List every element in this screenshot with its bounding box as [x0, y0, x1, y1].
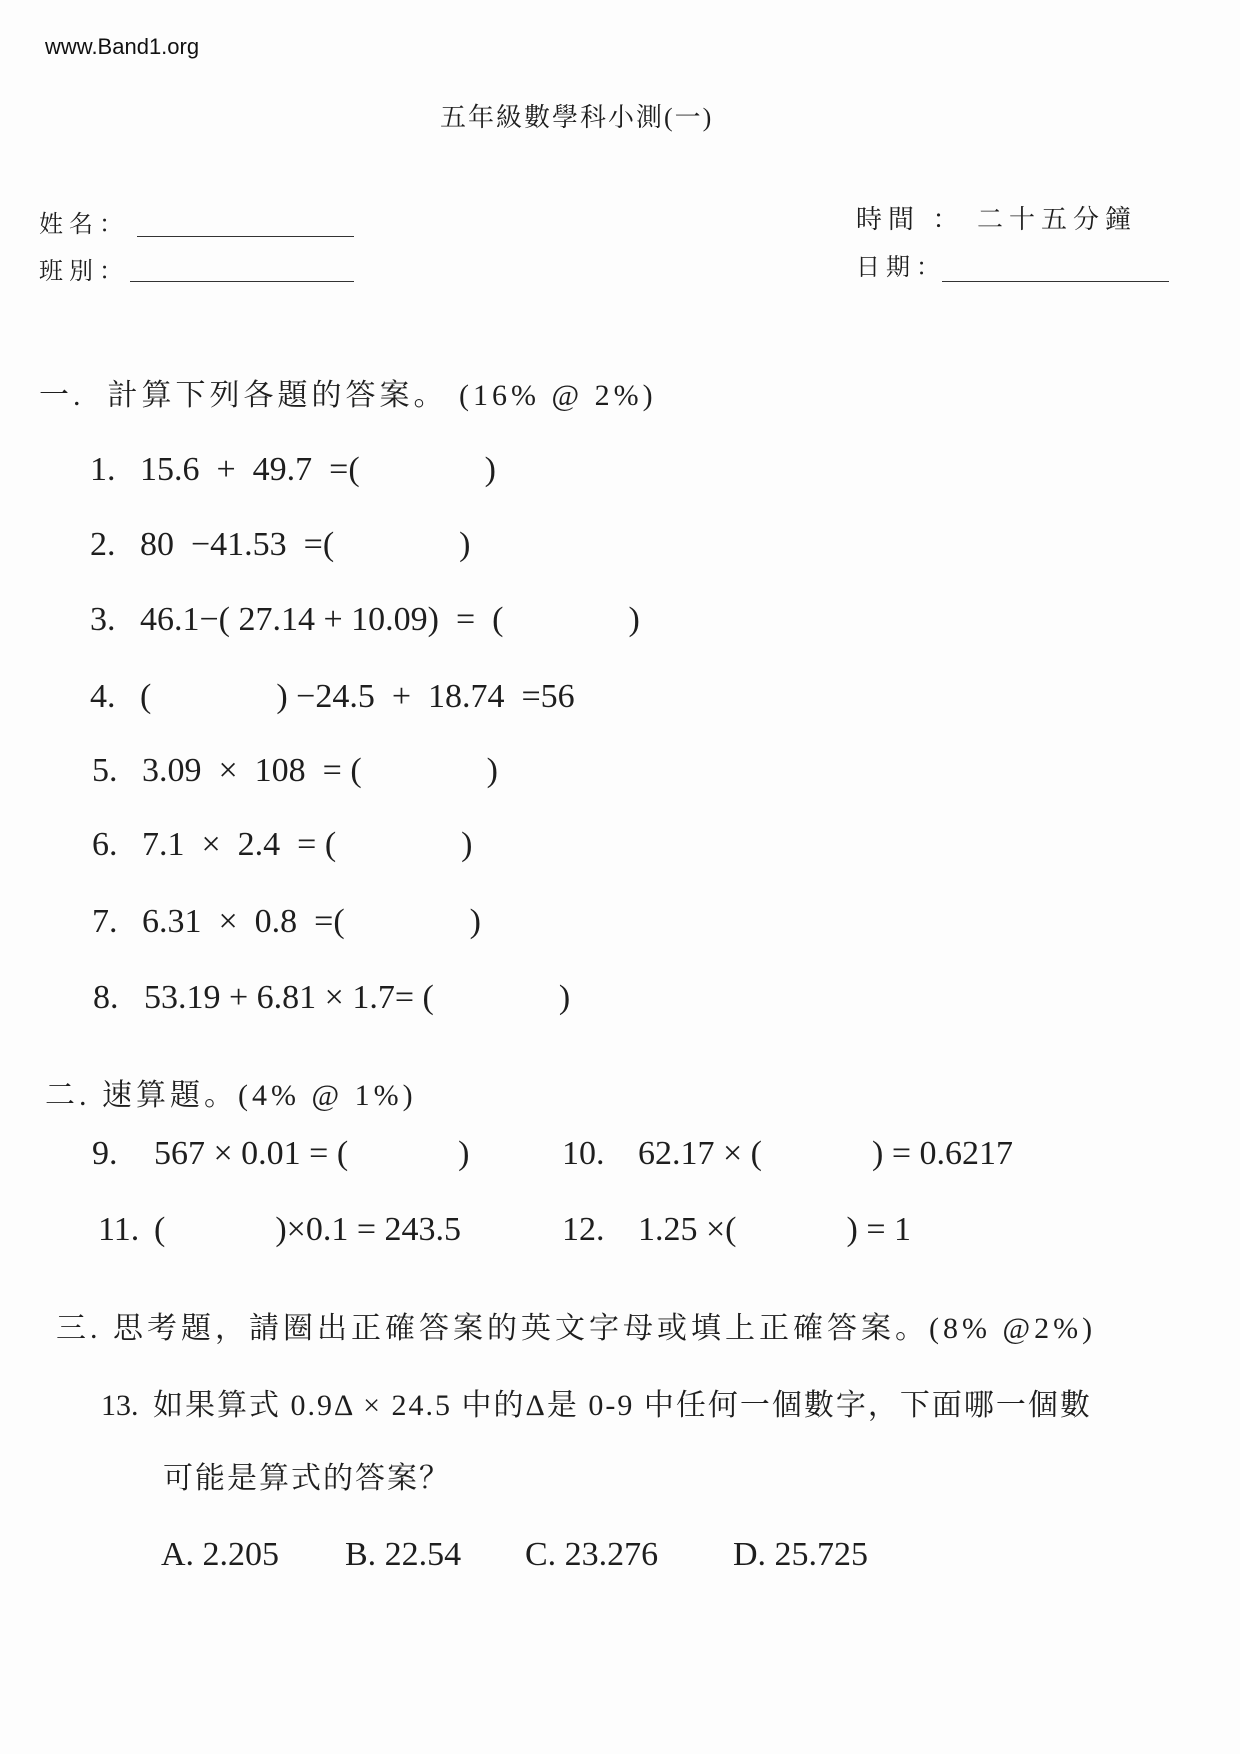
question-13	[101, 1387, 1092, 1425]
option-b: B. 22.54	[345, 1536, 462, 1573]
section-3-heading: 三. 思考題，請圈出正確答案的英文字母或填上正確答案。(8% @2%)	[56, 1312, 1097, 1345]
question-number: 4.	[90, 678, 116, 715]
name-label: 姓名：	[39, 212, 129, 238]
question-expression: (	[140, 678, 152, 715]
question-text-line-2: 可能是算式的答案？	[163, 1462, 451, 1495]
question-expression-end: )	[558, 979, 571, 1016]
question-expression-end: )	[459, 526, 471, 563]
question-expression-end: )	[469, 903, 481, 940]
question-expression: 62.17 × (	[638, 1135, 762, 1172]
question-number: 10.	[562, 1135, 605, 1172]
section-1-heading: 一. 計算下列各題的答案。 (16% @ 2%)	[39, 379, 657, 412]
date-blank-line	[942, 281, 1169, 282]
question-expression-end: )	[484, 451, 496, 488]
question-number: 11.	[98, 1211, 140, 1248]
time-label: 時間 ： 二十五分鐘	[856, 205, 1138, 234]
question-expression-end: ) = 0.6217	[872, 1135, 1013, 1172]
question-expression-end: )	[461, 826, 473, 863]
question-number: 5.	[92, 752, 118, 789]
question-number: 3.	[90, 601, 116, 638]
question-9	[92, 1134, 470, 1174]
question-7	[92, 902, 481, 942]
question-number: 2.	[90, 526, 116, 563]
question-2	[90, 525, 471, 565]
question-expression: 15.6 + 49.7 =(	[140, 451, 360, 488]
option-c: C. 23.276	[525, 1536, 659, 1573]
question-number: 7.	[92, 903, 118, 940]
question-expression: 53.19 + 6.81 × 1.7= (	[144, 979, 434, 1016]
name-blank-line	[137, 236, 354, 237]
question-number: 12.	[562, 1211, 605, 1248]
question-text-line-1: 如果算式 0.9Δ × 24.5 中的Δ是 0-9 中任何一個數字，下面哪一個數	[153, 1389, 1092, 1422]
question-expression-end: )	[628, 601, 640, 638]
section-2-heading: 二. 速算題。(4% @ 1%)	[45, 1079, 417, 1112]
question-1	[90, 450, 496, 490]
question-number: 8.	[93, 979, 119, 1016]
question-number: 1.	[90, 451, 116, 488]
question-expression-end: ) −24.5 + 18.74 =56	[276, 678, 575, 715]
question-expression: (	[154, 1211, 166, 1248]
question-expression: 46.1−( 27.14 + 10.09) = (	[140, 601, 504, 638]
question-expression-end: )	[486, 752, 498, 789]
page-title: 五年級數學科小測(一)	[440, 103, 714, 132]
question-expression: 6.31 × 0.8 =(	[142, 903, 345, 940]
question-5	[92, 751, 498, 791]
question-10	[562, 1134, 1013, 1174]
class-label: 班別：	[39, 259, 129, 285]
question-number: 9.	[92, 1135, 118, 1172]
site-url: www.Band1.org	[45, 34, 200, 59]
question-expression: 80 −41.53 =(	[140, 526, 335, 563]
question-3	[90, 600, 640, 640]
question-12	[562, 1210, 911, 1250]
question-4	[90, 677, 575, 717]
question-11	[98, 1210, 461, 1250]
class-blank-line	[130, 281, 354, 282]
question-6	[92, 825, 473, 865]
option-a: A. 2.205	[161, 1536, 280, 1573]
date-label: 日期：	[856, 255, 946, 281]
question-expression: 7.1 × 2.4 = (	[142, 826, 337, 863]
question-expression-end: )	[458, 1135, 470, 1172]
question-number: 6.	[92, 826, 118, 863]
option-d: D. 25.725	[733, 1536, 869, 1573]
question-expression: 1.25 ×(	[638, 1211, 737, 1248]
question-8	[93, 978, 570, 1018]
question-number: 13.	[101, 1389, 139, 1422]
question-expression-end: ) = 1	[846, 1211, 911, 1248]
question-expression: 3.09 × 108 = (	[142, 752, 362, 789]
question-expression-end: )×0.1 = 243.5	[275, 1211, 461, 1248]
question-expression: 567 × 0.01 = (	[154, 1135, 349, 1172]
